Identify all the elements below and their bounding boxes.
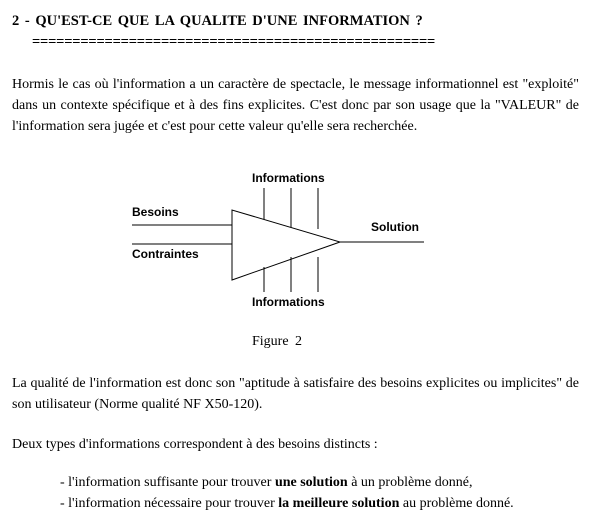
process-triangle <box>232 210 340 280</box>
figure-caption: Figure 2 <box>252 334 303 349</box>
list-item-suffix: à un problème donné, <box>347 475 473 490</box>
solution-label: Solution <box>371 220 419 234</box>
list-item <box>60 493 514 514</box>
section-heading: 2 - QU'EST-CE QUE LA QUALITE D'UNE INFORMATION ? <box>12 13 423 29</box>
contraintes-label: Contraintes <box>132 247 199 261</box>
heading-underline: ================================================== <box>32 34 436 50</box>
list-item-prefix: - l'information nécessaire pour trouver <box>60 496 279 511</box>
intro-paragraph: Hormis le cas où l'information a un caractère de spectacle, le message informationnel est "exploité" dans un contexte spécifique et à des fins explicites. C'est donc par son usage que la "VALEUR" de l'information sera jugée et c'est pour cette valeur qu'elle sera recherchée. <box>12 77 579 134</box>
list-item-emphasis: une solution <box>274 475 348 490</box>
besoins-label: Besoins <box>132 205 179 219</box>
quality-definition-paragraph: La qualité de l'information est donc son "aptitude à satisfaire des besoins explicites ou implicites" de son utilisateur (Norme qualité NF X50-120). <box>12 376 579 412</box>
information-types-list <box>60 472 514 514</box>
informations-bottom-label: Informations <box>252 295 325 309</box>
list-item-emphasis: la meilleure solution <box>278 496 400 511</box>
list-item-suffix: au problème donné. <box>399 496 514 511</box>
information-value-diagram <box>120 165 440 315</box>
list-item <box>60 472 514 493</box>
information-types-paragraph: Deux types d'informations correspondent à des besoins distincts : <box>12 437 378 452</box>
informations-top-label: Informations <box>252 171 325 185</box>
list-item-prefix: - l'information suffisante pour trouver <box>60 475 275 490</box>
